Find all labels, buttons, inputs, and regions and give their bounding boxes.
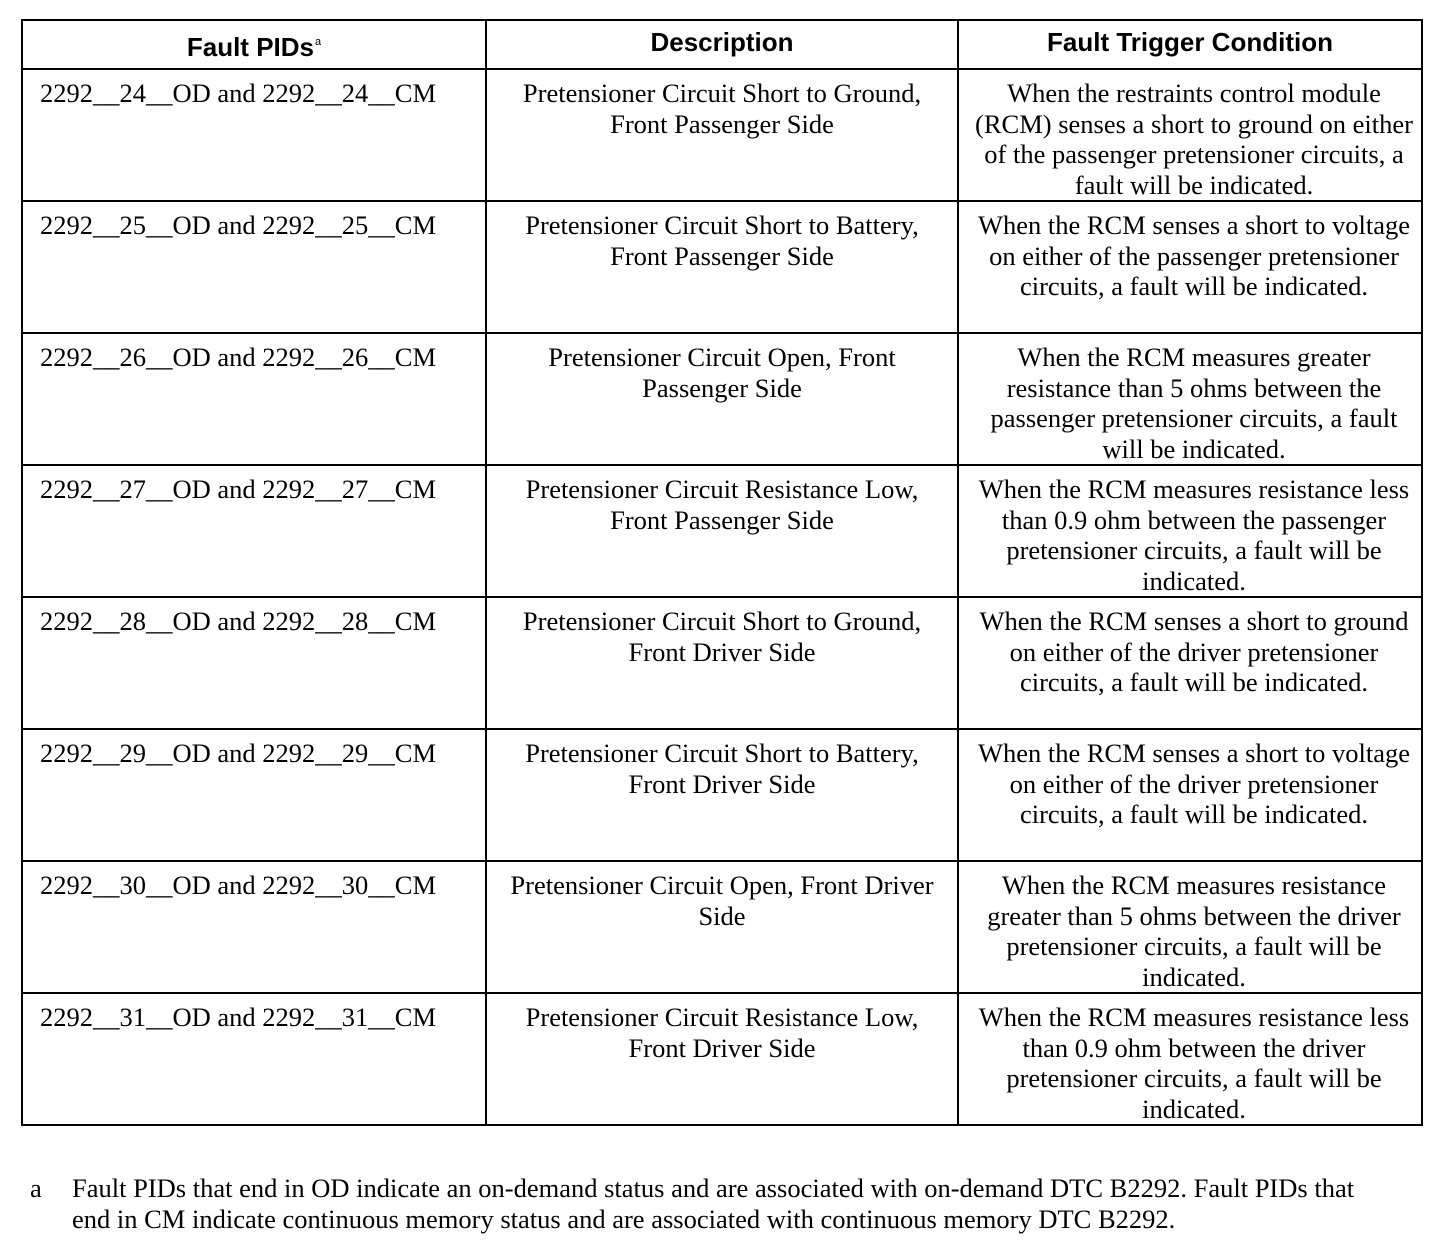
cell-description: Pretensioner Circuit Open, Front Passenger Side	[486, 333, 958, 465]
fault-pid-table	[21, 19, 1423, 1126]
cell-fault-pid: 2292__29__OD and 2292__29__CM	[22, 729, 486, 861]
cell-description: Pretensioner Circuit Resistance Low, Front Driver Side	[486, 993, 958, 1125]
table-row	[22, 993, 1422, 1125]
table-row	[22, 861, 1422, 993]
cell-fault-pid: 2292__24__OD and 2292__24__CM	[22, 69, 486, 201]
header-condition: Fault Trigger Condition	[958, 20, 1422, 69]
cell-fault-pid: 2292__26__OD and 2292__26__CM	[22, 333, 486, 465]
cell-condition: When the RCM measures greater resistance than 5 ohms between the passenger pretensioner circuits, a fault will be indicated.	[958, 333, 1422, 465]
table-footnote	[30, 1173, 1430, 1234]
cell-condition: When the RCM measures resistance less than 0.9 ohm between the driver pretensioner circuits, a fault will be indicated.	[958, 993, 1422, 1125]
cell-condition: When the RCM senses a short to voltage on either of the passenger pretensioner circuits, a fault will be indicated.	[958, 201, 1422, 333]
cell-fault-pid: 2292__30__OD and 2292__30__CM	[22, 861, 486, 993]
cell-condition: When the RCM senses a short to voltage on either of the driver pretensioner circuits, a fault will be indicated.	[958, 729, 1422, 861]
cell-fault-pid: 2292__27__OD and 2292__27__CM	[22, 465, 486, 597]
header-description: Description	[486, 20, 958, 69]
cell-fault-pid: 2292__31__OD and 2292__31__CM	[22, 993, 486, 1125]
table-row	[22, 729, 1422, 861]
cell-fault-pid: 2292__28__OD and 2292__28__CM	[22, 597, 486, 729]
cell-condition: When the RCM measures resistance less than 0.9 ohm between the passenger pretensioner circuits, a fault will be indicated.	[958, 465, 1422, 597]
footnote-ref: a	[315, 36, 322, 48]
table-row	[22, 597, 1422, 729]
cell-condition: When the restraints control module (RCM) senses a short to ground on either of the passenger pretensioner circuits, a fault will be indicated.	[958, 69, 1422, 201]
cell-condition: When the RCM senses a short to ground on either of the driver pretensioner circuits, a fault will be indicated.	[958, 597, 1422, 729]
cell-description: Pretensioner Circuit Open, Front Driver Side	[486, 861, 958, 993]
table-row	[22, 69, 1422, 201]
cell-description: Pretensioner Circuit Short to Ground, Front Passenger Side	[486, 69, 958, 201]
header-fault-pids-label: Fault PIDs	[186, 32, 314, 62]
cell-condition: When the RCM measures resistance greater than 5 ohms between the driver pretensioner circuits, a fault will be indicated.	[958, 861, 1422, 993]
cell-description: Pretensioner Circuit Short to Battery, Front Passenger Side	[486, 201, 958, 333]
footnote-text: Fault PIDs that end in OD indicate an on-demand status and are associated with on-demand DTC B2292. Fault PIDs that end in CM indicate continuous memory status and are associated with continuous memory DTC B2292.	[72, 1173, 1355, 1234]
footnote-marker: a	[30, 1173, 42, 1203]
cell-description: Pretensioner Circuit Short to Ground, Front Driver Side	[486, 597, 958, 729]
table-row	[22, 201, 1422, 333]
table-row	[22, 465, 1422, 597]
table-header-row	[22, 20, 1422, 69]
cell-fault-pid: 2292__25__OD and 2292__25__CM	[22, 201, 486, 333]
table-row	[22, 333, 1422, 465]
cell-description: Pretensioner Circuit Resistance Low, Front Passenger Side	[486, 465, 958, 597]
header-fault-pids	[22, 20, 486, 69]
cell-description: Pretensioner Circuit Short to Battery, Front Driver Side	[486, 729, 958, 861]
